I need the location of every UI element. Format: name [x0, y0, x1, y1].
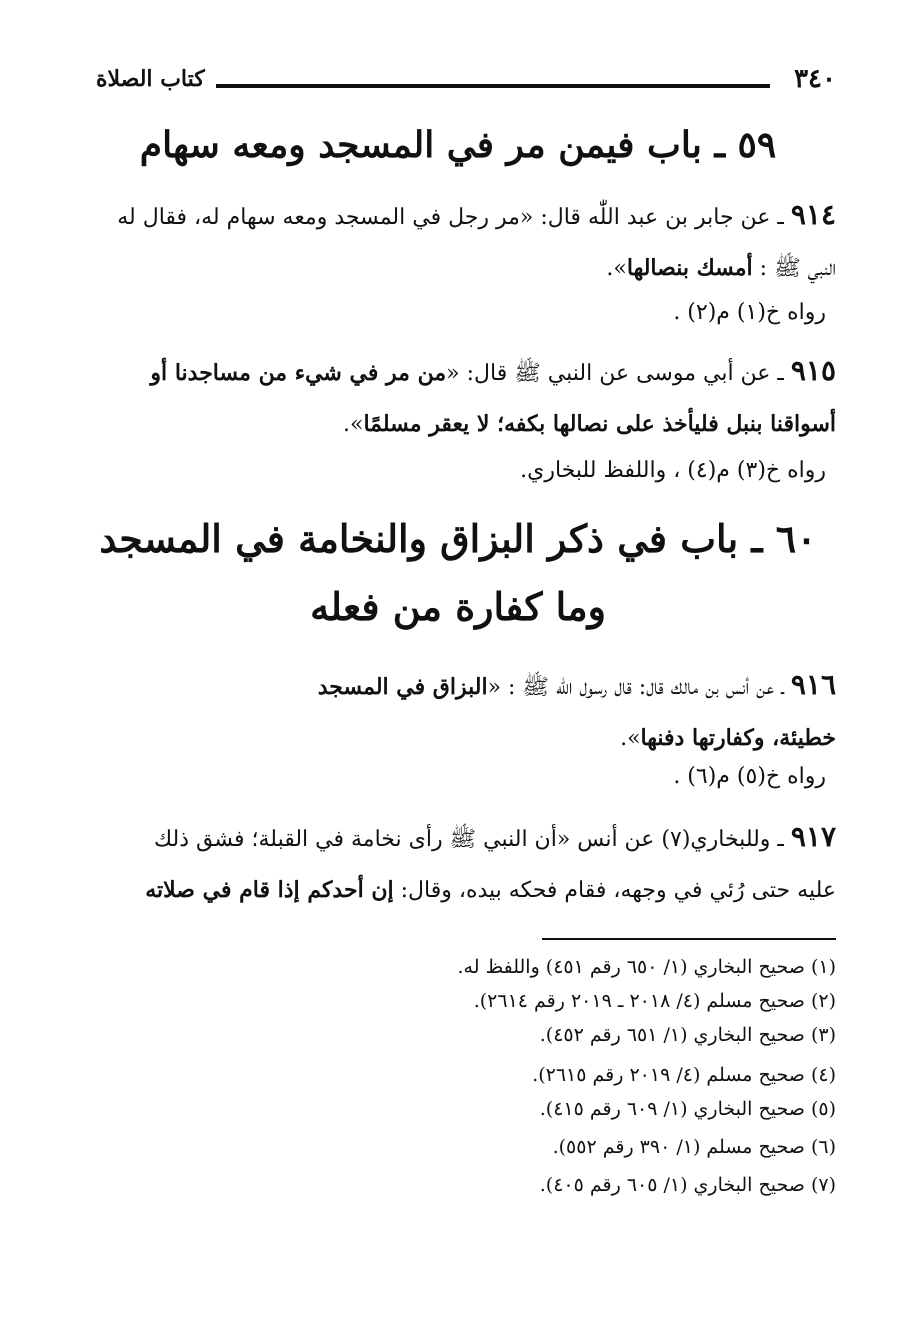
hadith-916 [100, 660, 836, 764]
hadith-915-line-2 [100, 399, 836, 450]
header-rule [216, 84, 770, 88]
hadith-914-line-1 [100, 190, 836, 243]
hadith-917-line-1 [100, 812, 836, 865]
hadith-quote-bold: البزاق في المسجد [317, 674, 488, 700]
hadith-text: ». [606, 256, 627, 281]
hadith-914-line-2 [100, 243, 836, 294]
hadith-quote-bold: من مر في شيء من مساجدنا أو [150, 360, 447, 386]
footnote-separator [542, 938, 836, 940]
hadith-text: ـ عن جابر بن عبد اللّٰه قال: «مر رجل في المسجد ومعه سهام له، فقال له [117, 205, 784, 230]
footnote-7: (٧) صحيح البخاري (١/ ٦٠٥ رقم ٤٠٥). [539, 1174, 836, 1196]
hadith-quote-bold: إن أحدكم إذا قام في صلاته [145, 877, 394, 903]
hadith-text: ». [620, 726, 641, 751]
hadith-916-source: رواه خ(٥) م(٦) . [673, 764, 826, 789]
footnote-5: (٥) صحيح البخاري (١/ ٦٠٩ رقم ٤١٥). [539, 1098, 836, 1120]
hadith-text: ـ عن أبي موسى عن النبي ﷺ قال: « [446, 361, 784, 386]
hadith-text: النبي ﷺ : [752, 256, 836, 281]
hadith-916-line-1 [100, 660, 836, 713]
chapter-60-heading-line-2: وما كفارة من فعله [310, 584, 606, 629]
footnote-3: (٣) صحيح البخاري (١/ ٦٥١ رقم ٤٥٢). [539, 1024, 836, 1046]
hadith-text: ». [342, 412, 364, 437]
hadith-quote-bold: أمسك بنصالها [626, 255, 753, 281]
hadith-number: ٩١٥ [790, 354, 836, 387]
book-title: كتاب الصلاة [96, 66, 205, 92]
hadith-917-line-2 [100, 865, 836, 916]
hadith-917 [100, 812, 836, 916]
hadith-915-line-1 [100, 346, 836, 399]
hadith-text: ـ وللبخاري(٧) عن أنس «أن النبي ﷺ رأى نخامة في القبلة؛ فشق ذلك [154, 827, 784, 852]
footnote-4: (٤) صحيح مسلم (٤/ ٢٠١٩ رقم ٢٦١٥). [532, 1064, 836, 1086]
hadith-number: ٩١٦ [790, 668, 836, 701]
hadith-916-line-2 [100, 713, 836, 764]
hadith-text: ـ عن أنس بن مالك قال: قال رسول اللّٰه ﷺ : « [487, 675, 784, 700]
footnote-6: (٦) صحيح مسلم (١/ ٣٩٠ رقم ٥٥٢). [552, 1136, 836, 1158]
footnote-2: (٢) صحيح مسلم (٤/ ٢٠١٨ ـ ٢٠١٩ رقم ٢٦١٤). [473, 990, 836, 1012]
hadith-number: ٩١٤ [790, 198, 836, 231]
hadith-quote-bold: أسواقنا بنبل فليأخذ على نصالها بكفه؛ لا يعقر مسلمًا [363, 411, 836, 437]
chapter-60-heading-line-1: ٦٠ ـ باب في ذكر البزاق والنخامة في المسجد [99, 516, 817, 561]
footnote-1: (١) صحيح البخاري (١/ ٦٥٠ رقم ٤٥١) واللفظ له. [457, 956, 836, 978]
hadith-915-source: رواه خ(٣) م(٤) ، واللفظ للبخاري. [520, 458, 826, 483]
hadith-text: عليه حتى رُئي في وجهه، فقام فحكه بيده، وقال: [393, 878, 836, 903]
hadith-quote-bold: خطيئة، وكفارتها دفنها [640, 725, 836, 751]
running-header [96, 64, 836, 98]
hadith-914-source: رواه خ(١) م(٢) . [673, 300, 826, 325]
hadith-914 [100, 190, 836, 294]
hadith-915 [100, 346, 836, 450]
hadith-number: ٩١٧ [790, 820, 836, 853]
page-number: ٣٤٠ [794, 64, 836, 94]
chapter-59-heading: ٥٩ ـ باب فيمن مر في المسجد ومعه سهام [139, 124, 777, 166]
